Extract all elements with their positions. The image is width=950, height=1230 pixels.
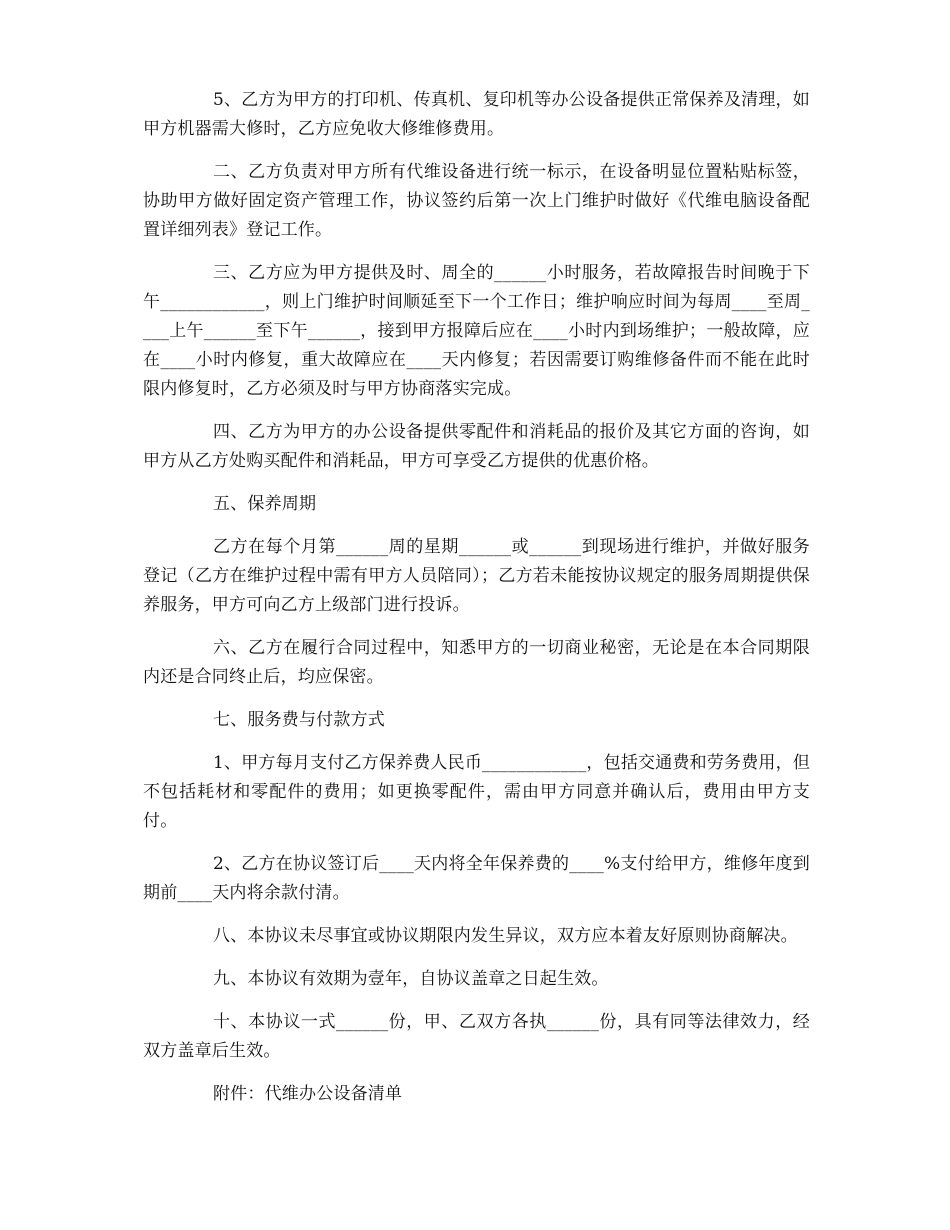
paragraph-maintenance-schedule: 乙方在每个月第______周的星期______或______到现场进行维护，并做好服务登记（乙方在维护过程中需有甲方人员陪同）；乙方若未能按协议规定的服务周期提供保养服务，甲方可向乙方上级部门进行投诉。 [143,537,810,615]
paragraph-4-parts-quotation: 四、乙方为甲方的办公设备提供零配件和消耗品的报价及其它方面的咨询，如甲方从乙方处购买配件和消耗品，甲方可享受乙方提供的优惠价格。 [143,422,810,471]
paragraph-9-validity: 九、本协议有效期为壹年，自协议盖章之日起生效。 [213,969,609,989]
paragraph-3-service-response: 三、乙方应为甲方提供及时、周全的______小时服务，若故障报告时间晚于下午____________，则上门维护时间顺延至下一个工作日；维护响应时间为每周____至周____上午______至下午______，接到甲方报障后应在____小时内到场维护；一般故障，应在____小时内修复，重大故障应在____天内修复；若因需要订购维修备件而不能在此时限内修复时，乙方必须及时与甲方协商落实完成。 [143,263,810,399]
paragraph-2-device-labeling: 二、乙方负责对甲方所有代维设备进行统一标示，在设备明显位置粘贴标签，协助甲方做好固定资产管理工作，协议签约后第一次上门维护时做好《代维电脑设备配置详细列表》登记工作。 [143,162,810,240]
paragraph-attachment: 附件：代维办公设备清单 [213,1084,403,1104]
section-heading-maintenance-cycle: 五、保养周期 [213,494,317,514]
section-heading-fees-payment: 七、服务费与付款方式 [213,710,385,730]
paragraph-10-copies: 十、本协议一式______份，甲、乙双方各执______份，具有同等法律效力，经双方盖章后生效。 [143,1012,810,1061]
paragraph-6-confidentiality: 六、乙方在履行合同过程中，知悉甲方的一切商业秘密，无论是在本合同期限内还是合同终止后，均应保密。 [143,638,810,687]
paragraph-8-disputes: 八、本协议未尽事宜或协议期限内发生异议，双方应本着友好原则协商解决。 [213,926,798,946]
paragraph-5-equipment-maintenance: 5、乙方为甲方的打印机、传真机、复印机等办公设备提供正常保养及清理，如甲方机器需大修时，乙方应免收大修维修费用。 [143,90,810,139]
document-body [143,86,810,1123]
paragraph-fee-1-monthly: 1、甲方每月支付乙方保养费人民币____________，包括交通费和劳务费用，但不包括耗材和零配件的费用；如更换零配件，需由甲方同意并确认后，费用由甲方支付。 [143,753,811,831]
paragraph-fee-2-annual: 2、乙方在协议签订后____天内将全年保养费的____%支付给甲方，维修年度到期前____天内将余款付清。 [143,854,810,903]
